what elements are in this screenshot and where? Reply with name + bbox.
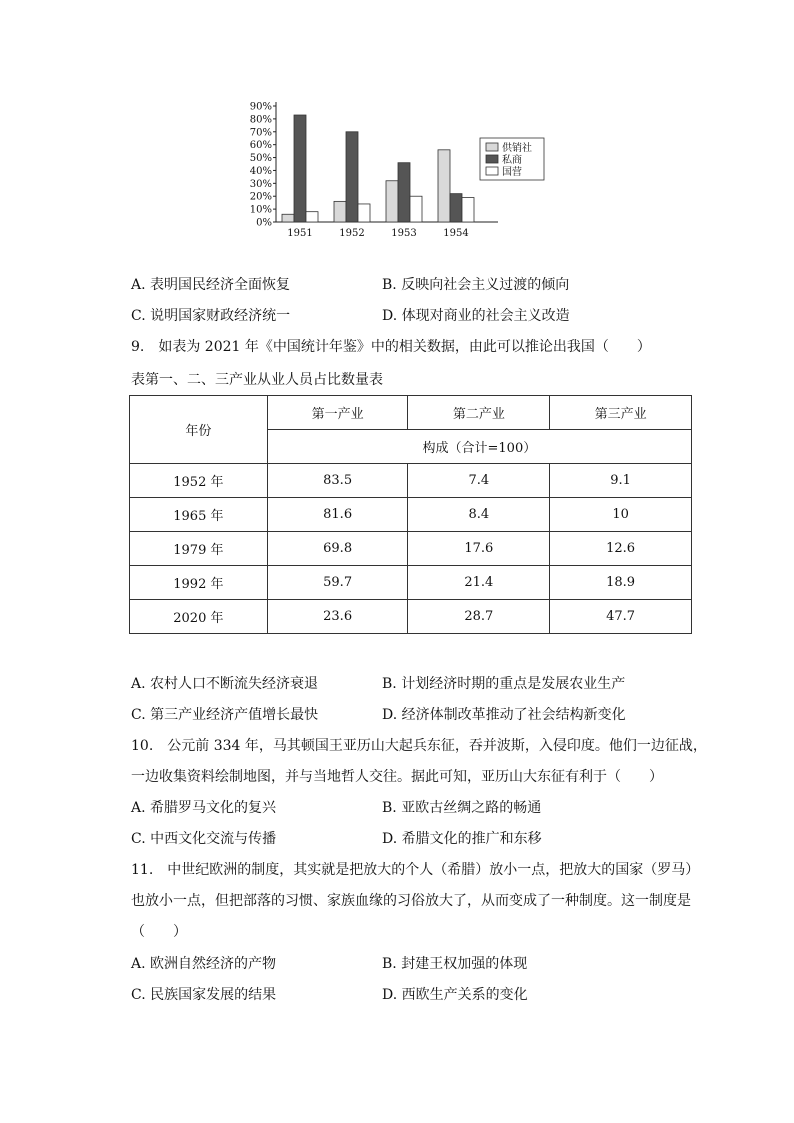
q10-stem-line1: 10. 公元前 334 年，马其顿国王亚历山大起兵东征，吞并波斯，入侵印度。他们一边征战，: [131, 738, 707, 754]
legend-swatch: [486, 143, 498, 151]
q8-option-b[interactable]: B. 反映向社会主义过渡的倾向: [382, 277, 570, 293]
q11-option-c[interactable]: C. 民族国家发展的结果: [131, 987, 277, 1003]
bar-私商-1951: [294, 115, 306, 222]
table-cell: 21.4: [408, 566, 550, 600]
bar-供销社-1953: [386, 181, 398, 222]
bar-国营-1951: [306, 212, 318, 222]
q11-stem-line2: 也放小一点，但把部落的习惯、家族血缘的习俗放大了，从而变成了一种制度。这一制度是: [131, 893, 691, 909]
bar-供销社-1952: [334, 201, 346, 222]
y-tick-label: 0%: [256, 217, 272, 229]
table-row: [130, 498, 692, 532]
legend-label: 国营: [502, 167, 522, 178]
table-cell: 17.6: [408, 532, 550, 566]
q9-option-a[interactable]: A. 农村人口不断流失经济衰退: [131, 676, 319, 692]
bar-私商-1954: [450, 194, 462, 222]
header-primary: 第一产业: [267, 396, 408, 430]
q11-option-b[interactable]: B. 封建王权加强的体现: [382, 956, 528, 972]
bar-私商-1953: [398, 163, 410, 222]
table-cell: 12.6: [550, 532, 692, 566]
q11-stem-line1: 11. 中世纪欧洲的制度，其实就是把放大的个人（希腊）放小一点，把放大的国家（罗马）: [131, 862, 700, 878]
bar-国营-1952: [358, 204, 370, 222]
bar-供销社-1951: [282, 214, 294, 222]
q8-option-d[interactable]: D. 体现对商业的社会主义改造: [382, 308, 570, 324]
subheader-composition: 构成（合计=100）: [267, 430, 691, 464]
table-cell: 28.7: [408, 600, 550, 634]
q11-option-a[interactable]: A. 欧洲自然经济的产物: [131, 956, 277, 972]
bar-私商-1952: [346, 132, 358, 222]
employment-table: [129, 395, 692, 634]
y-tick-label: 50%: [249, 153, 272, 165]
table-caption: 表第一、二、三产业从业人员占比数量表: [131, 372, 383, 388]
q9-option-c[interactable]: C. 第三产业经济产值增长最快: [131, 707, 319, 723]
table-cell: 23.6: [267, 600, 408, 634]
q11-option-d[interactable]: D. 西欧生产关系的变化: [382, 987, 528, 1003]
table-cell: 1965 年: [130, 498, 268, 532]
table-cell: 9.1: [550, 464, 692, 498]
table-row: [130, 464, 692, 498]
y-tick-label: 30%: [249, 178, 272, 190]
q11-stem-line3: （ ）: [131, 924, 187, 940]
x-tick-label: 1952: [339, 228, 365, 239]
bar-chart: [240, 96, 560, 240]
q9-option-b[interactable]: B. 计划经济时期的重点是发展农业生产: [382, 676, 626, 692]
y-tick-label: 40%: [249, 165, 272, 177]
x-tick-label: 1954: [443, 228, 469, 239]
q8-option-c[interactable]: C. 说明国家财政经济统一: [131, 308, 291, 324]
legend-swatch: [486, 155, 498, 163]
table-cell: 1952 年: [130, 464, 268, 498]
q8-option-a[interactable]: A. 表明国民经济全面恢复: [131, 277, 291, 293]
header-year: 年份: [130, 396, 268, 464]
y-tick-label: 10%: [249, 204, 272, 216]
header-tertiary: 第三产业: [550, 396, 692, 430]
header-secondary: 第二产业: [408, 396, 550, 430]
legend-label: 供销社: [502, 143, 532, 154]
x-tick-label: 1951: [287, 228, 313, 239]
table-row: [130, 566, 692, 600]
bar-国营-1954: [462, 198, 474, 222]
table-row: [130, 600, 692, 634]
legend-swatch: [486, 167, 498, 175]
q10-option-c[interactable]: C. 中西文化交流与传播: [131, 831, 277, 847]
q9-stem: 9. 如表为 2021 年《中国统计年鉴》中的相关数据，由此可以推论出我国（ ）: [131, 339, 651, 355]
y-tick-label: 20%: [249, 191, 272, 203]
q9-option-d[interactable]: D. 经济体制改革推动了社会结构新变化: [382, 707, 626, 723]
y-tick-label: 80%: [249, 114, 272, 126]
table-cell: 2020 年: [130, 600, 268, 634]
q10-option-a[interactable]: A. 希腊罗马文化的复兴: [131, 800, 277, 816]
table-cell: 81.6: [267, 498, 408, 532]
table-cell: 1992 年: [130, 566, 268, 600]
y-tick-label: 70%: [249, 127, 272, 139]
x-tick-label: 1953: [391, 228, 417, 239]
q10-option-d[interactable]: D. 希腊文化的推广和东移: [382, 831, 542, 847]
table-cell: 7.4: [408, 464, 550, 498]
table-cell: 59.7: [267, 566, 408, 600]
y-tick-label: 90%: [249, 101, 272, 113]
bar-供销社-1954: [438, 150, 450, 222]
legend-label: 私商: [502, 155, 522, 166]
table-row: [130, 532, 692, 566]
table-cell: 1979 年: [130, 532, 268, 566]
table-cell: 10: [550, 498, 692, 532]
q10-option-b[interactable]: B. 亚欧古丝绸之路的畅通: [382, 800, 542, 816]
table-cell: 47.7: [550, 600, 692, 634]
table-cell: 83.5: [267, 464, 408, 498]
y-tick-label: 60%: [249, 140, 272, 152]
table-cell: 8.4: [408, 498, 550, 532]
bar-国营-1953: [410, 196, 422, 222]
table-cell: 69.8: [267, 532, 408, 566]
q10-stem-line2: 一边收集资料绘制地图，并与当地哲人交往。据此可知，亚历山大东征有利于（ ）: [131, 769, 663, 785]
table-cell: 18.9: [550, 566, 692, 600]
